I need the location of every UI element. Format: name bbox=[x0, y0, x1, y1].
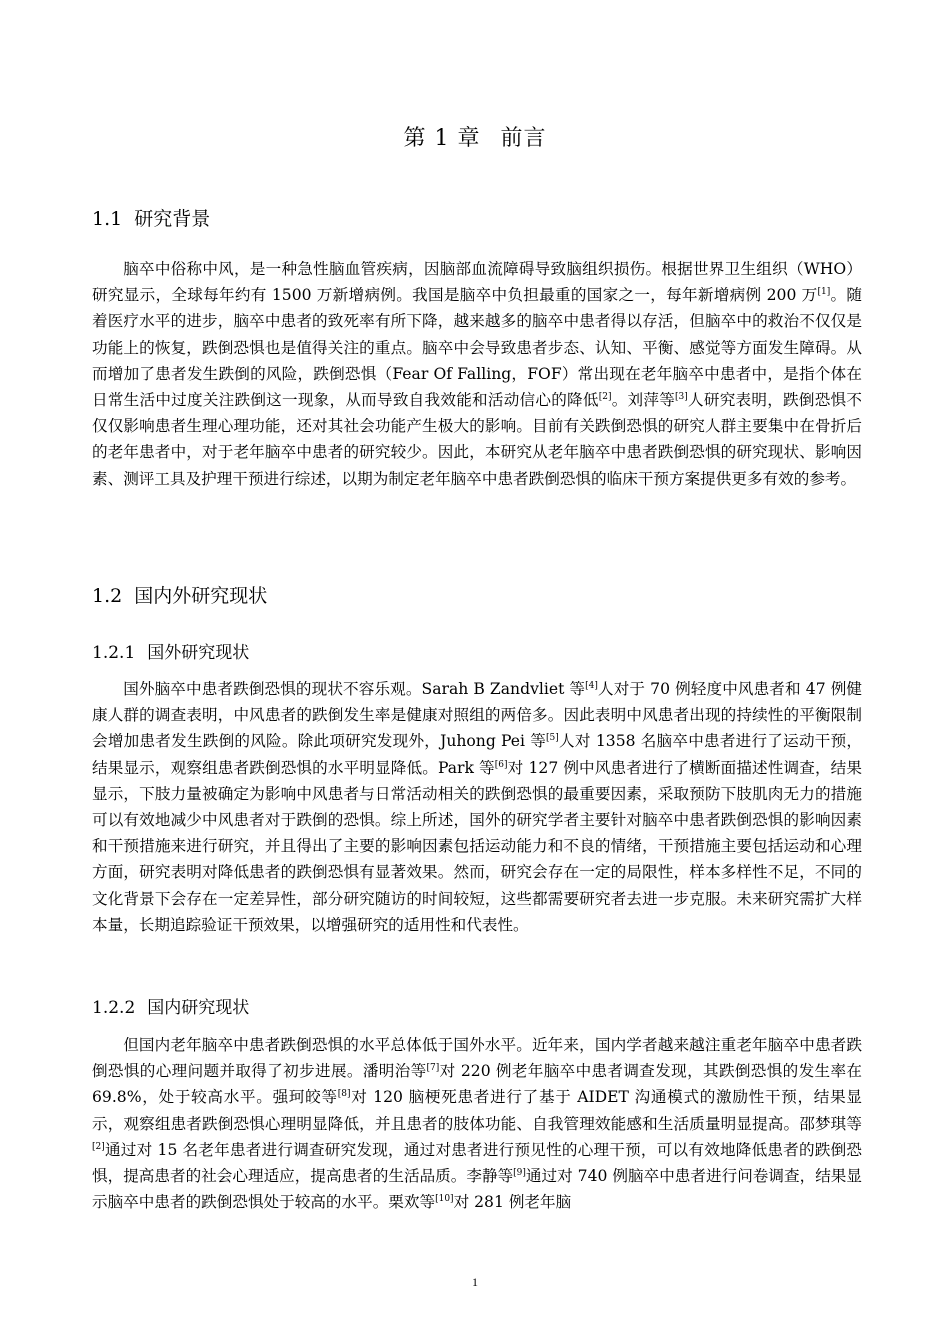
text-run: 。刘萍等 bbox=[611, 391, 676, 410]
citation-ref: [7] bbox=[426, 1063, 440, 1074]
citation-ref: [3] bbox=[675, 391, 688, 402]
paragraph-domestic-research bbox=[92, 1032, 862, 1215]
text-run: 对 120 脑梗死患者进行了基于 AIDET 沟通模式的激励性干预，结果显示，观察组患者跌倒恐惧心理明显降低，并且患者的肢体功能、自我管理效能感和生活质量明显提高。邵梦琪等 bbox=[92, 1088, 862, 1133]
text-run: 通过对 740 例脑卒中患者进行问卷调查，结果显示脑卒中患者的跌倒恐惧处于较高的水平。栗欢等 bbox=[92, 1167, 862, 1212]
citation-ref: [10] bbox=[435, 1194, 454, 1205]
text-run: 脑卒中俗称中风，是一种急性脑血管疾病，因脑部血流障碍导致脑组织损伤。根据世界卫生组织（WHO）研究显示，全球每年约有 1500 万新增病例。我国是脑卒中负担最重的国家之一，每年新增病例 200 万 bbox=[92, 260, 862, 305]
chapter-number: 第 1 章 bbox=[403, 126, 481, 151]
text-run: 但国内老年脑卒中患者跌倒恐惧的水平总体低于国外水平。近年来，国内学者越来越注重老年脑卒中患者跌倒恐惧的心理问题并取得了初步进展。潘明治等 bbox=[92, 1036, 862, 1081]
chapter-title bbox=[0, 124, 950, 154]
paragraph-foreign-research bbox=[92, 676, 862, 938]
text-run: 对 127 例中风患者进行了横断面描述性调查，结果显示，下肢力量被确定为影响中风患者与日常活动相关的跌倒恐惧的最重要因素，采取预防下肢肌肉无力的措施可以有效地减少中风患者对于跌倒的恐惧。综上所述，国外的研究学者主要针对脑卒中患者跌倒恐惧的影响因素和干预措施来进行研究，并且得出了主要的影响因素包括运动能力和不良的情绪，干预措施主要包括运动和心理方面，研究表明对降低患者的跌倒恐惧有显著效果。然而，研究会存在一定的局限性，样本多样性不足，不同的文化背景下会存在一定差异性，部分研究随访的时间较短，这些都需要研究者去进一步克服。未来研究需扩大样本量，长期追踪验证干预效果，以增强研究的适用性和代表性。 bbox=[92, 758, 862, 934]
subsection-number: 1.2.1 bbox=[92, 643, 136, 663]
section-number: 1.1 bbox=[92, 208, 123, 230]
text-run: 人对于 70 例轻度中风患者和 47 例健康人群的调查表明，中风患者的跌倒发生率是健康对照组的两倍多。因此表明中风患者出现的持续性的平衡限制会增加患者发生跌倒的风险。除此项研究发现外，Juhong Pei 等 bbox=[92, 680, 862, 751]
subsection-heading-1-2-1 bbox=[92, 641, 249, 665]
citation-ref: [4] bbox=[585, 680, 598, 691]
paragraph-research-background bbox=[92, 256, 862, 492]
chapter-name: 前言 bbox=[500, 126, 547, 151]
text-run: 人对 1358 名脑卒中患者进行了运动干预，结果显示，观察组患者跌倒恐惧的水平明显降低。Park 等 bbox=[92, 732, 863, 777]
subsection-heading-1-2-2 bbox=[92, 996, 249, 1020]
citation-ref: [8] bbox=[337, 1089, 351, 1100]
text-run: 通过对 15 名老年患者进行调查研究发现，通过对患者进行预见性的心理干预，可以有效地降低患者的跌倒恐惧，提高患者的社会心理适应，提高患者的生活品质。李静等 bbox=[92, 1140, 862, 1186]
text-run: 人研究表明，跌倒恐惧不仅仅影响患者生理心理功能，还对其社会功能产生极大的影响。目前有关跌倒恐惧的研究人群主要集中在骨折后的老年患者中，对于老年脑卒中患者的研究较少。因此，本研究从老年脑卒中患者跌倒恐惧的研究现状、影响因素、测评工具及护理干预进行综述，以期为制定老年脑卒中患者跌倒恐惧的临床干预方案提供更多有效的参考。 bbox=[92, 391, 862, 488]
subsection-title: 国外研究现状 bbox=[147, 643, 250, 663]
text-run: 对 281 例老年脑 bbox=[453, 1193, 572, 1212]
section-number: 1.2 bbox=[92, 585, 123, 607]
section-title: 国内外研究现状 bbox=[134, 585, 268, 607]
citation-ref: [1] bbox=[817, 287, 831, 298]
citation-ref: [6] bbox=[494, 759, 508, 770]
section-title: 研究背景 bbox=[134, 208, 211, 230]
subsection-title: 国内研究现状 bbox=[147, 998, 250, 1018]
citation-ref: [9] bbox=[513, 1167, 526, 1178]
citation-ref: [2] bbox=[92, 1141, 105, 1152]
section-heading-1-2 bbox=[92, 583, 267, 609]
page-number: 1 bbox=[472, 1275, 478, 1289]
citation-ref: [2] bbox=[598, 391, 612, 402]
section-heading-1-1 bbox=[92, 206, 210, 232]
subsection-number: 1.2.2 bbox=[92, 998, 136, 1018]
text-run: 对 220 例老年脑卒中患者调查发现，其跌倒恐惧的发生率在 69.8%，处于较高水平。强珂皎等 bbox=[92, 1062, 862, 1107]
text-run: 。随着医疗水平的进步，脑卒中患者的致死率有所下降，越来越多的脑卒中患者得以存活，但脑卒中的救治不仅仅是功能上的恢复，跌倒恐惧也是值得关注的重点。脑卒中会导致患者步态、认知、平衡、感觉等方面发生障碍。从而增加了患者发生跌倒的风险，跌倒恐惧（Fear Of Falling，FOF）常出现在老年脑卒中患者中，是指个体在日常生活中过度关注跌倒这一现象，从而导致自我效能和活动信心的降低 bbox=[92, 286, 862, 410]
text-run: 国外脑卒中患者跌倒恐惧的现状不容乐观。Sarah B Zandvliet 等 bbox=[123, 680, 586, 698]
citation-ref: [5] bbox=[546, 733, 559, 744]
